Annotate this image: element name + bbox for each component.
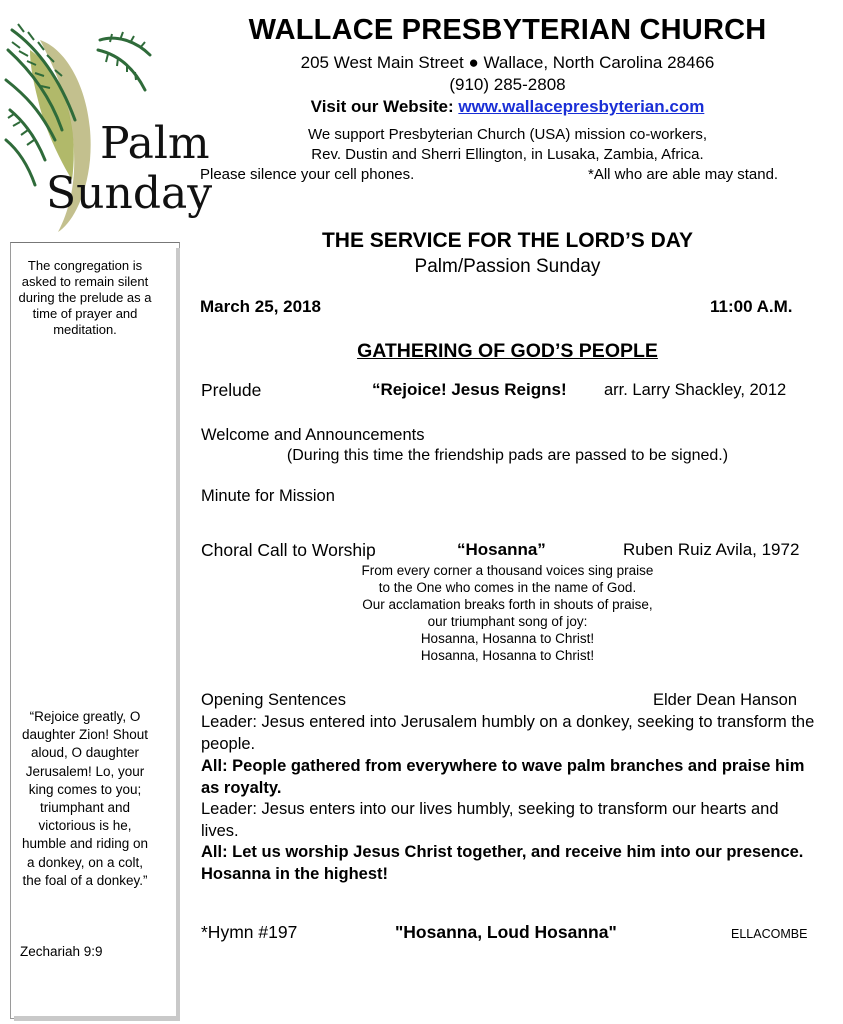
website-line [200, 97, 815, 117]
prelude-arranger: arr. Larry Shackley, 2012 [604, 381, 787, 399]
opening-sentences-leader: Elder Dean Hanson [653, 691, 798, 709]
scripture-verse: “Rejoice greatly, O daughter Zion! Shout aloud, O daughter Jerusalem! Lo, your king comes to you; triumphant and victorious is he, humble and riding on a donkey, on a colt, the foal of a donkey.” [21, 709, 149, 888]
service-subtitle: Palm/Passion Sunday [414, 256, 601, 277]
scripture-reference: Zechariah 9:9 [20, 944, 103, 959]
service-title: THE SERVICE FOR THE LORD’S DAY [321, 229, 694, 252]
minute-for-mission: Minute for Mission [201, 487, 335, 505]
website-link[interactable]: www.wallacepresbyterian.com [458, 97, 705, 116]
welcome-note: (During this time the friendship pads are passed to be signed.) [286, 447, 729, 464]
choral-call-label: Choral Call to Worship [201, 540, 376, 560]
sidebar-shadow [176, 248, 180, 1020]
lyric-line: Our acclamation breaks forth in shouts of praise, [362, 597, 653, 612]
prelude-silence-note: The congregation is asked to remain silent during the prelude as a time of prayer and meditation. [18, 258, 152, 337]
lyric-line: to the One who comes in the name of God. [378, 580, 637, 595]
palm-branch-icon [0, 10, 213, 240]
mission-support-line-1: We support Presbyterian Church (USA) mission co-workers, [307, 126, 708, 143]
silence-phones-note: Please silence your cell phones. [200, 166, 415, 183]
welcome-label: Welcome and Announcements [201, 426, 425, 444]
responsive-line-all: All: People gathered from everywhere to wave palm branches and praise him as royalty. [201, 757, 805, 797]
mission-support-line-2: Rev. Dustin and Sherri Ellington, in Lusaka, Zambia, Africa. [311, 146, 704, 163]
lyric-line: From every corner a thousand voices sing praise [361, 563, 654, 578]
church-phone: (910) 285-2808 [449, 75, 566, 94]
palm-sunday-logo [0, 10, 213, 240]
church-name: WALLACE PRESBYTERIAN CHURCH [248, 14, 767, 46]
hymn-tune: ELLACOMBE [731, 927, 808, 941]
responsive-line-leader: Leader: Jesus entered into Jerusalem humbly on a donkey, seeking to transform the people. [201, 713, 815, 753]
lyric-line: Hosanna, Hosanna to Christ! [420, 631, 595, 646]
opening-sentences-label: Opening Sentences [201, 691, 346, 709]
hymn-number: *Hymn #197 [201, 922, 298, 942]
choral-call-title: “Hosanna” [457, 540, 546, 559]
hymn-title: "Hosanna, Loud Hosanna" [395, 922, 617, 942]
lyric-line: our triumphant song of joy: [427, 614, 588, 629]
service-time: 11:00 A.M. [710, 297, 793, 316]
lyric-line: Hosanna, Hosanna to Christ! [420, 648, 595, 663]
stand-note: *All who are able may stand. [588, 166, 779, 183]
responsive-line-leader: Leader: Jesus enters into our lives humbly, seeking to transform our hearts and lives. [201, 800, 779, 840]
logo-text-palm: Palm [100, 118, 210, 169]
sidebar-shadow-bottom [14, 1016, 180, 1021]
responsive-line-all: All: Let us worship Jesus Christ together, and receive him into our presence. Hosanna in the highest! [201, 843, 804, 883]
logo-text-sunday: Sunday [46, 168, 213, 219]
section-heading: GATHERING OF GOD’S PEOPLE [357, 340, 658, 362]
prelude-label: Prelude [201, 380, 262, 400]
website-label: Visit our Website: [310, 97, 454, 116]
choral-lyrics [200, 562, 815, 664]
sidebar-frame [10, 242, 180, 1019]
church-address: 205 West Main Street ● Wallace, North Carolina 28466 [300, 53, 715, 72]
sidebar [0, 0, 213, 1024]
choral-call-composer: Ruben Ruiz Avila, 1972 [623, 540, 800, 559]
prelude-title: “Rejoice! Jesus Reigns! [372, 380, 567, 399]
service-date: March 25, 2018 [200, 297, 321, 316]
